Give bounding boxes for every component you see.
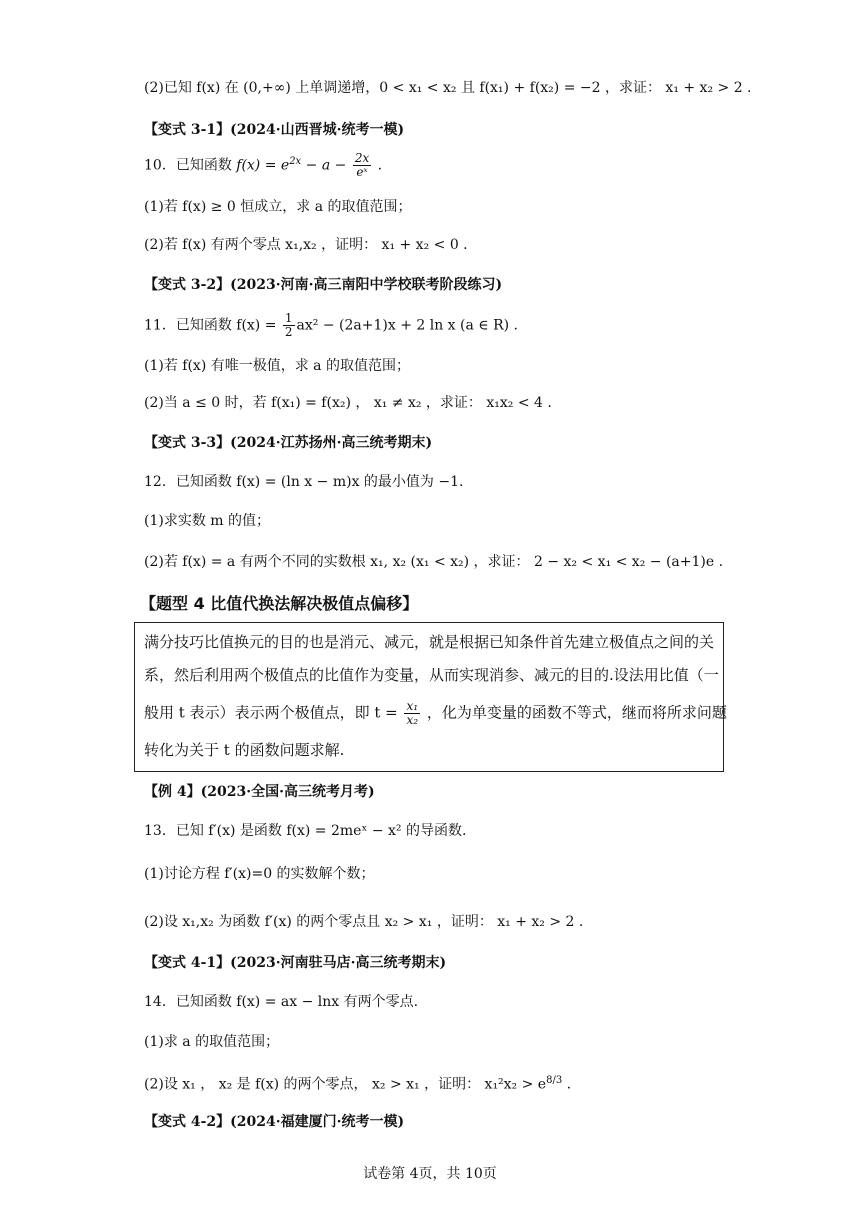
tip-line-4: 转化为关于 t 的函数问题求解. bbox=[144, 741, 345, 759]
q13-statement: 13．已知 f′(x) 是函数 f(x) = 2meˣ − x² 的导函数. bbox=[144, 823, 467, 839]
example-4-label: 【例 4】(2023·全国·高三统考月考) bbox=[144, 784, 375, 800]
q10-fraction bbox=[353, 152, 371, 179]
q10-prefix: 10．已知函数 bbox=[144, 157, 237, 174]
q13-part2: (2)设 x₁,x₂ 为函数 f′(x) 的两个零点且 x₂ > x₁ ，证明： x₁ + x₂ > 2 . bbox=[144, 914, 584, 930]
q11-part2: (2)当 a ≤ 0 时，若 f(x₁) = f(x₂) ， x₁ ≠ x₂ ，求证： x₁x₂ < 4 . bbox=[144, 395, 552, 411]
q12-statement: 12．已知函数 f(x) = (ln x − m)x 的最小值为 −1. bbox=[144, 474, 464, 490]
variant-3-3-label: 【变式 3-3】(2024·江苏扬州·高三统考期末) bbox=[144, 435, 433, 451]
q10-formula-a: f(x) = e bbox=[236, 157, 290, 174]
q14-statement: 14．已知函数 f(x) = ax − lnx 有两个零点. bbox=[144, 994, 419, 1010]
variant-3-1-label: 【变式 3-1】(2024·山西晋城·统考一模) bbox=[144, 122, 405, 138]
q14-part2-sup: 8/3 bbox=[546, 1075, 563, 1086]
tip-ratio-fraction bbox=[404, 700, 420, 727]
q11-prefix: 11．已知函数 f(x) = bbox=[144, 317, 281, 334]
q10-frac-den: eˣ bbox=[356, 165, 368, 180]
q11-frac-num: 1 bbox=[284, 311, 293, 325]
q11-part1: (1)若 f(x) 有唯一极值，求 a 的取值范围； bbox=[144, 358, 410, 374]
q12-part2: (2)若 f(x) = a 有两个不同的实数根 x₁, x₂ (x₁ < x₂) ，求证： 2 − x₂ < x₁ < x₂ − (a+1)e . bbox=[144, 554, 724, 570]
tip-frac-den: x₂ bbox=[406, 713, 419, 727]
tip-line-2: 系，然后利用两个极值点的比值作为变量，从而实现消参、减元的目的.设法用比值（一 bbox=[144, 666, 719, 684]
q10-suffix: . bbox=[373, 157, 383, 174]
q14-part2-prefix: (2)设 x₁ ， x₂ 是 f(x) 的两个零点， x₂ > x₁ ，证明： x₁²x₂ > e bbox=[144, 1076, 547, 1093]
variant-4-2-label: 【变式 4-2】(2024·福建厦门·统考一模) bbox=[144, 1114, 405, 1130]
q10-frac-num: 2x bbox=[354, 151, 370, 166]
tip-line-1: 满分技巧比值换元的目的也是消元、减元，就是根据已知条件首先建立极值点之间的关 bbox=[144, 633, 715, 651]
q12-part1: (1)求实数 m 的值； bbox=[144, 513, 271, 529]
page-footer: 试卷第 4页，共 10页 bbox=[363, 1166, 497, 1182]
q10-formula-sup: 2x bbox=[289, 156, 302, 167]
q14-part1: (1)求 a 的取值范围； bbox=[144, 1034, 280, 1050]
q10-formula-b: − a − bbox=[301, 157, 351, 174]
section-heading-type-4: 【题型 4 比值代换法解决极值点偏移】 bbox=[140, 594, 419, 613]
q11-suffix: ax² − (2a+1)x + 2 ln x (a ∈ R) . bbox=[296, 317, 518, 334]
tip-frac-num: x₁ bbox=[406, 699, 419, 713]
tip-line-3-prefix: 般用 t 表示）表示两个极值点，即 t = bbox=[144, 703, 403, 722]
q11-fraction bbox=[283, 312, 295, 339]
q14-part2 bbox=[144, 1071, 571, 1095]
tip-line-3 bbox=[144, 700, 727, 727]
q11-statement bbox=[144, 312, 518, 339]
q10-part1: (1)若 f(x) ≥ 0 恒成立，求 a 的取值范围； bbox=[144, 199, 412, 215]
q10-statement bbox=[144, 152, 382, 179]
variant-4-1-label: 【变式 4-1】(2023·河南驻马店·高三统考期末) bbox=[144, 955, 447, 971]
tip-line-3-suffix: ，化为单变量的函数不等式，继而将所求问题 bbox=[422, 703, 727, 722]
q9-part2: (2)已知 f(x) 在 (0,+∞) 上单调递增，0 < x₁ < x₂ 且 f(x₁) + f(x₂) = −2 ，求证： x₁ + x₂ > 2 . bbox=[144, 80, 752, 96]
variant-3-2-label: 【变式 3-2】(2023·河南·高三南阳中学校联考阶段练习) bbox=[144, 277, 503, 293]
q13-part1: (1)讨论方程 f′(x)=0 的实数解个数； bbox=[144, 866, 375, 882]
q10-part2: (2)若 f(x) 有两个零点 x₁,x₂ ，证明： x₁ + x₂ < 0 . bbox=[144, 237, 468, 253]
q14-part2-suffix: . bbox=[562, 1076, 572, 1093]
q11-frac-den: 2 bbox=[284, 325, 293, 339]
